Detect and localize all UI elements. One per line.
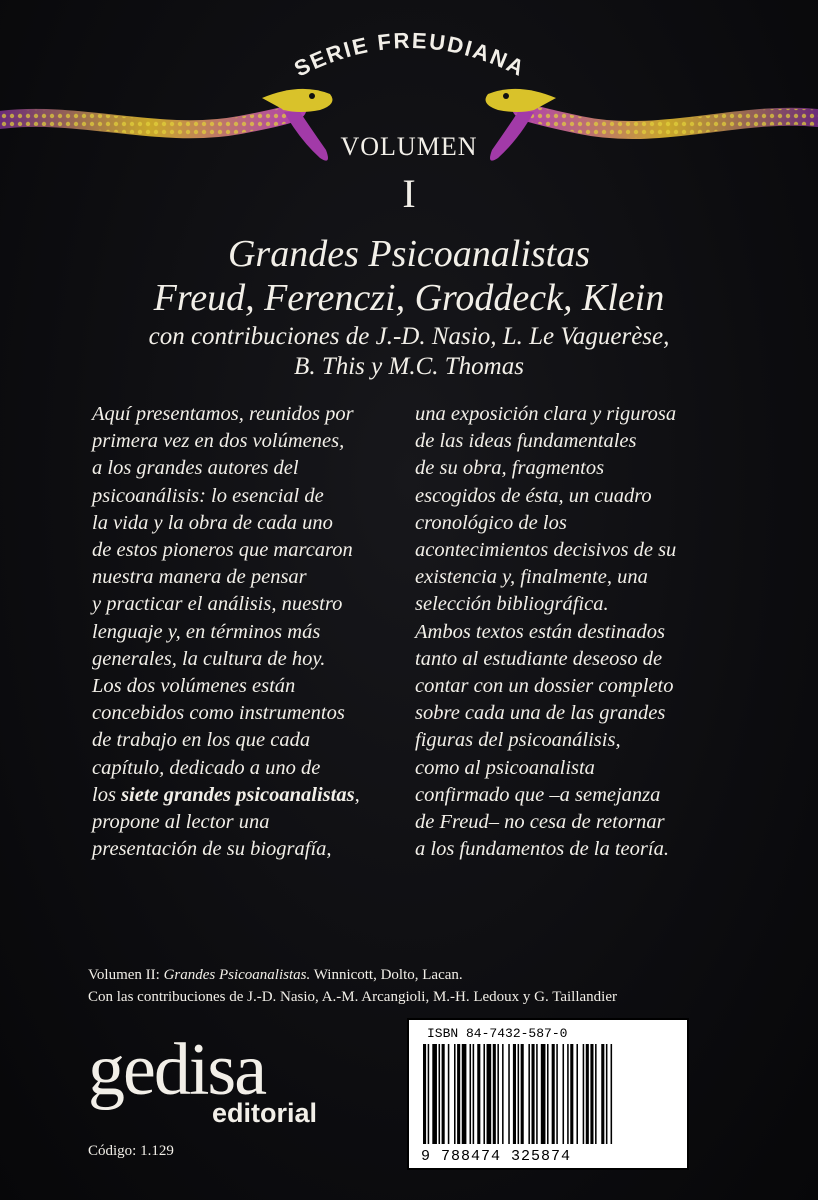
barcode-bar (448, 1044, 450, 1144)
isbn-label: ISBN 84-7432-587-0 (427, 1026, 568, 1041)
barcode-bar (423, 1044, 426, 1144)
barcode-bar (477, 1044, 480, 1144)
volume-ii-prefix: Volumen II: (88, 967, 164, 983)
contributors (0, 322, 818, 382)
book-title (0, 232, 818, 320)
body-line: de estos pioneros que marcaron (92, 539, 353, 562)
body-line: la vida y la obra de cada uno (92, 511, 333, 534)
body-line: como al psicoanalista (415, 756, 595, 779)
barcode-bar (462, 1044, 467, 1144)
barcode-bar (576, 1044, 578, 1144)
product-code: Código: 1.129 (88, 1143, 174, 1159)
body-line: propone al lector una (92, 811, 270, 834)
barcode-bar (606, 1044, 608, 1144)
barcode-bar (470, 1044, 472, 1144)
publisher-logo-sub: editorial (212, 1098, 318, 1128)
body-line: y practicar el análisis, nuestro (92, 593, 343, 616)
series-title-text: SERIE FREUDIANA (290, 27, 530, 82)
emphasis-text: siete grandes psicoanalistas (121, 783, 355, 806)
body-column-left (92, 401, 412, 863)
barcode-bar (570, 1044, 573, 1144)
barcode-bar (508, 1044, 510, 1144)
body-line: confirmado que –a semejanza (415, 783, 661, 806)
contributors-line-2: B. This y M.C. Thomas (294, 353, 524, 380)
barcode-bar (454, 1044, 456, 1144)
volume-number: I (402, 171, 416, 216)
body-line: figuras del psicoanálisis, (415, 729, 621, 752)
body-line: escogidos de ésta, un cuadro (415, 484, 652, 507)
isbn-barcode (407, 1018, 689, 1170)
title-line-1: Grandes Psicoanalistas (227, 233, 591, 275)
barcode-bar (497, 1044, 499, 1144)
body-line: lenguaje y, en términos más (92, 620, 321, 643)
body-line: de trabajo en los que cada (92, 729, 311, 752)
contributors-line-1: con contribuciones de J.-D. Nasio, L. Le Vaguerèse, (148, 323, 670, 350)
volume-ii-contributors: Con las contribuciones de J.-D. Nasio, A.-M. Arcangioli, M.-H. Ledoux y G. Taillandier (88, 989, 617, 1005)
barcode-bar (536, 1044, 538, 1144)
emphasis-suffix: , (354, 783, 360, 806)
barcode-bar (590, 1044, 593, 1144)
barcode-bar (601, 1044, 604, 1144)
barcode-bar (528, 1044, 530, 1144)
body-line: sobre cada una de las grandes (415, 702, 666, 725)
barcode-bar (439, 1044, 441, 1144)
barcode-bar (541, 1044, 546, 1144)
body-line: una exposición clara y rigurosa (415, 403, 677, 425)
body-line: a los grandes autores del (92, 457, 299, 480)
volume-label: VOLUMEN (340, 132, 478, 161)
barcode-bar (586, 1044, 589, 1144)
body-line: selección bibliográfica. (415, 593, 609, 616)
barcode-bar (547, 1044, 549, 1144)
body-line: cronológico de los (415, 511, 567, 534)
body-line: presentación de su biografía, (92, 838, 332, 861)
body-line: concebidos como instrumentos (92, 702, 345, 725)
barcode-bar (595, 1044, 597, 1144)
body-line: Ambos textos están destinados (415, 620, 665, 643)
emphasis-prefix: los (92, 783, 122, 806)
body-line: contar con un dossier completo (415, 675, 674, 698)
barcode-bar (442, 1044, 445, 1144)
barcode-bar (552, 1044, 555, 1144)
volume-ii-line (88, 964, 617, 986)
barcode-bar (487, 1044, 492, 1144)
body-line: de su obra, fragmentos (415, 457, 605, 480)
body-line: de las ideas fundamentales (415, 430, 637, 453)
snake-illustration (0, 80, 818, 180)
barcode-bar (521, 1044, 524, 1144)
body-line: tanto al estudiante deseoso de (415, 647, 663, 670)
barcode-bar (611, 1044, 613, 1144)
barcode-bar (493, 1044, 496, 1144)
barcode-bar (473, 1044, 475, 1144)
body-line: existencia y, finalmente, una (415, 566, 648, 589)
barcode-bars (419, 1044, 681, 1152)
volume-ii-names: Winnicott, Dolto, Lacan. (310, 967, 463, 983)
publisher-logo: gedisa (88, 1029, 266, 1111)
body-line: capítulo, dedicado a uno de (92, 756, 321, 779)
body-column-right (415, 401, 715, 863)
body-line-emphasis (92, 782, 412, 809)
barcode-bar (583, 1044, 585, 1144)
body-line: acontecimientos decisivos de su (415, 539, 677, 562)
body-line: Aquí presentamos, reunidos por (92, 403, 354, 425)
barcode-bar (502, 1044, 504, 1144)
barcode-digits: 9 788474 325874 (421, 1148, 572, 1165)
barcode-bar (518, 1044, 520, 1144)
barcode-bar (428, 1044, 430, 1144)
barcode-bar (432, 1044, 437, 1144)
body-line: de Freud– no cesa de retornar (415, 811, 665, 834)
volume-ii-title: Grandes Psicoanalistas. (163, 967, 311, 983)
barcode-bar (483, 1044, 485, 1144)
svg-text:SERIE FREUDIANA (290, 28, 530, 82)
body-line: Los dos volúmenes están (92, 675, 296, 698)
barcode-bar (513, 1044, 516, 1144)
barcode-bar (563, 1044, 565, 1144)
body-line: psicoanálisis: lo esencial de (92, 484, 324, 507)
title-line-2: Freud, Ferenczi, Groddeck, Klein (153, 277, 665, 319)
barcode-bar (532, 1044, 535, 1144)
barcode-bar (457, 1044, 460, 1144)
companion-volume-note (88, 964, 617, 1008)
body-line: a los fundamentos de la teoría. (415, 838, 669, 861)
body-line: nuestra manera de pensar (92, 566, 307, 589)
body-line: generales, la cultura de hoy. (92, 647, 326, 670)
barcode-bar (567, 1044, 569, 1144)
body-line: primera vez en dos volúmenes, (92, 430, 345, 453)
barcode-bar (556, 1044, 558, 1144)
